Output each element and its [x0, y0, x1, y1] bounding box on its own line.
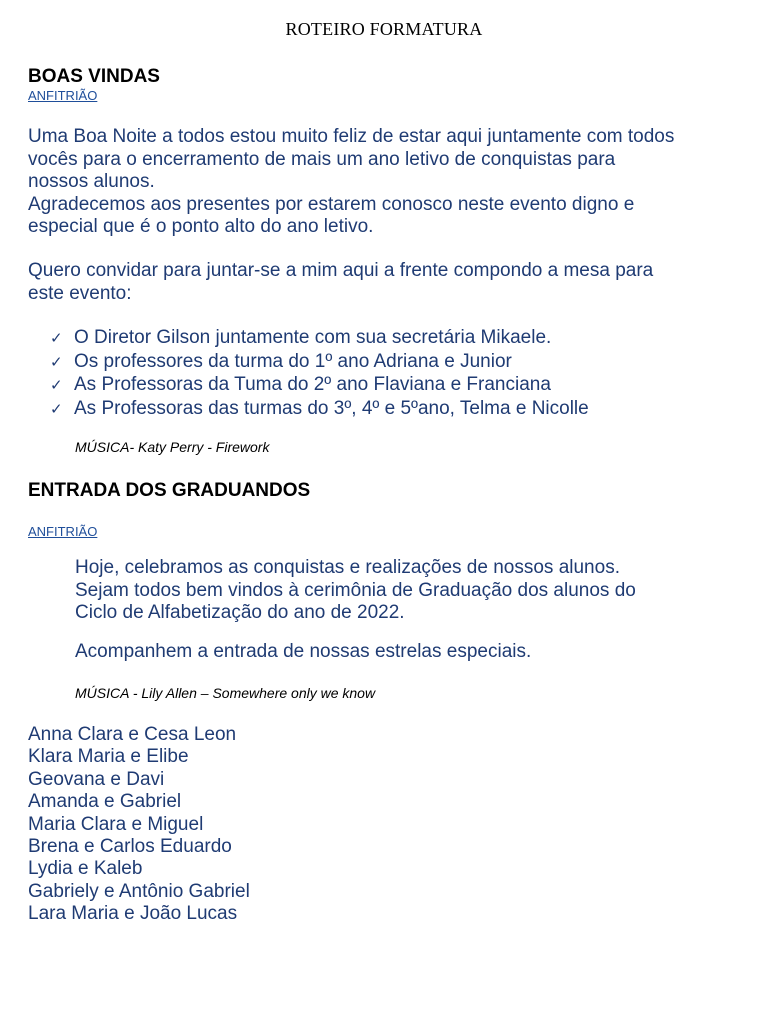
text-line: Hoje, celebramos as conquistas e realizações de nossos alunos. — [75, 557, 620, 578]
list-item-text: Os professores da turma do 1º ano Adriana e Junior — [74, 350, 512, 372]
text-line: vocês para o encerramento de mais um ano letivo de conquistas para — [28, 148, 616, 170]
invitation-paragraph — [28, 260, 653, 305]
text-line: Ciclo de Alfabetização do ano de 2022. — [75, 602, 405, 623]
list-item: Maria Clara e Miguel — [28, 813, 204, 835]
text-line: Quero convidar para juntar-se a mim aqui a frente compondo a mesa para — [28, 260, 654, 281]
list-item: Lydia e Kaleb — [28, 858, 143, 880]
section-heading-entrada: ENTRADA DOS GRADUANDOS — [28, 480, 311, 501]
role-link-anfitriao[interactable]: ANFITRIÃO — [28, 88, 98, 103]
text-line: especial que é o ponto alto do ano letivo. — [28, 216, 374, 237]
celebration-paragraph — [75, 557, 636, 625]
entrance-paragraph: Acompanhem a entrada de nossas estrelas especiais. — [75, 641, 532, 662]
text-line: Agradecemos aos presentes por estarem conosco neste evento digno e — [28, 193, 635, 215]
list-item — [50, 351, 589, 375]
check-icon: ✓ — [50, 353, 63, 371]
check-icon: ✓ — [50, 377, 63, 394]
list-item-text: O Diretor Gilson juntamente com sua secretária Mikaele. — [74, 327, 552, 348]
list-item-text: As Professoras das turmas do 3º, 4º e 5ºano, Telma e Nicolle — [74, 397, 589, 419]
check-icon: ✓ — [50, 330, 63, 347]
music-note-lily-allen: MÚSICA - Lily Allen – Somewhere only we know — [75, 685, 376, 701]
document-title: ROTEIRO FORMATURA — [285, 19, 483, 39]
music-note-firework: MÚSICA- Katy Perry - Firework — [75, 439, 270, 455]
welcome-paragraph — [28, 126, 674, 239]
guest-checklist — [50, 327, 589, 421]
role-link-anfitriao-2[interactable]: ANFITRIÃO — [28, 524, 98, 539]
list-item — [50, 374, 589, 398]
list-item: Geovana e Davi — [28, 768, 165, 790]
list-item — [50, 398, 589, 422]
text-line: nossos alunos. — [28, 171, 155, 192]
check-icon: ✓ — [50, 400, 63, 418]
list-item — [50, 327, 589, 351]
list-item: Brena e Carlos Eduardo — [28, 836, 232, 858]
list-item: Lara Maria e João Lucas — [28, 903, 238, 925]
text-line: Sejam todos bem vindos à cerimônia de Graduação dos alunos do — [75, 579, 636, 601]
text-line: este evento: — [28, 282, 132, 304]
list-item-text: As Professoras da Tuma do 2º ano Flaviana e Franciana — [74, 374, 551, 395]
list-item: Anna Clara e Cesa Leon — [28, 724, 237, 745]
list-item: Gabriely e Antônio Gabriel — [28, 880, 250, 902]
section-heading-boas-vindas: BOAS VINDAS — [28, 66, 160, 87]
graduates-list — [28, 724, 250, 926]
list-item: Amanda e Gabriel — [28, 791, 182, 813]
list-item: Klara Maria e Elibe — [28, 746, 189, 768]
text-line: Uma Boa Noite a todos estou muito feliz de estar aqui juntamente com todos — [28, 126, 675, 147]
